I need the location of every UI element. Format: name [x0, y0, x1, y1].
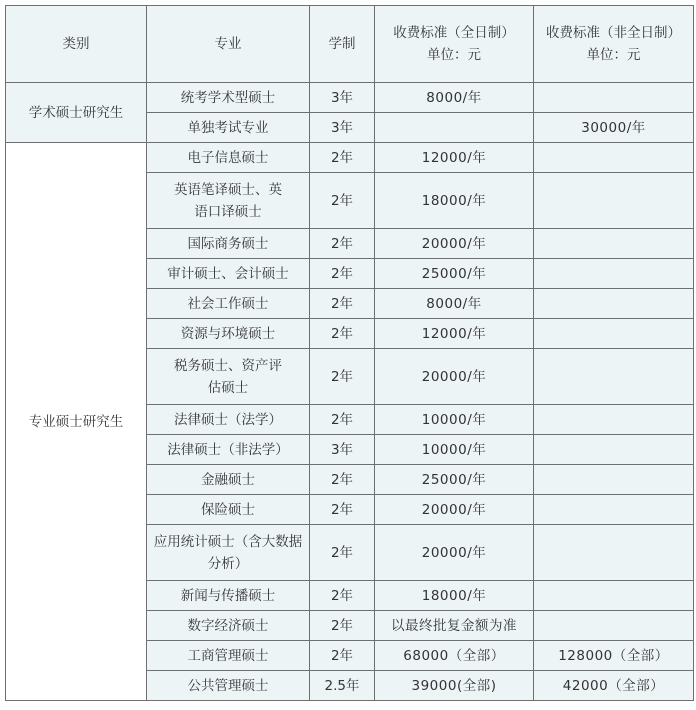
parttime-fee-cell	[534, 349, 694, 405]
parttime-fee-cell	[534, 495, 694, 525]
fulltime-fee-cell: 68000（全部）	[375, 641, 534, 671]
header-parttime-unit: 单位：元	[586, 47, 641, 63]
header-major: 专业	[147, 6, 310, 83]
parttime-fee-cell	[534, 581, 694, 611]
major-cell: 电子信息硕士	[147, 143, 310, 173]
major-text: 英语笔译硕士、英语口译硕士	[174, 181, 282, 220]
parttime-fee-cell	[534, 229, 694, 259]
header-fulltime-label: 收费标准（全日制）	[393, 25, 515, 41]
major-cell: 保险硕士	[147, 495, 310, 525]
parttime-fee-cell	[534, 319, 694, 349]
duration-cell: 2年	[310, 525, 375, 581]
major-cell: 国际商务硕士	[147, 229, 310, 259]
fulltime-fee-cell: 12000/年	[375, 143, 534, 173]
major-cell: 金融硕士	[147, 465, 310, 495]
table-row	[6, 83, 694, 113]
parttime-fee-cell	[534, 143, 694, 173]
header-parttime	[534, 6, 694, 83]
table-row	[6, 143, 694, 173]
category-academic: 学术硕士研究生	[6, 83, 147, 143]
parttime-fee-cell: 42000（全部）	[534, 671, 694, 701]
fulltime-fee-cell: 20000/年	[375, 229, 534, 259]
duration-cell: 2年	[310, 495, 375, 525]
fulltime-fee-cell: 10000/年	[375, 405, 534, 435]
major-cell: 社会工作硕士	[147, 289, 310, 319]
parttime-fee-cell	[534, 405, 694, 435]
major-cell: 法律硕士（非法学）	[147, 435, 310, 465]
header-category: 类别	[6, 6, 147, 83]
major-cell	[147, 349, 310, 405]
duration-cell: 3年	[310, 113, 375, 143]
fulltime-fee-cell: 20000/年	[375, 349, 534, 405]
major-cell: 统考学术型硕士	[147, 83, 310, 113]
fee-table	[5, 5, 694, 701]
fulltime-fee-cell: 25000/年	[375, 259, 534, 289]
category-professional: 专业硕士研究生	[6, 143, 147, 701]
fulltime-fee-cell: 20000/年	[375, 525, 534, 581]
major-cell: 工商管理硕士	[147, 641, 310, 671]
fulltime-fee-cell: 18000/年	[375, 173, 534, 229]
duration-cell: 2年	[310, 319, 375, 349]
fulltime-fee-cell: 20000/年	[375, 495, 534, 525]
fulltime-fee-cell: 39000(全部)	[375, 671, 534, 701]
duration-cell: 2年	[310, 641, 375, 671]
duration-cell: 2年	[310, 259, 375, 289]
major-cell	[147, 173, 310, 229]
parttime-fee-cell	[534, 289, 694, 319]
header-parttime-label: 收费标准（非全日制）	[546, 25, 681, 41]
major-cell: 审计硕士、会计硕士	[147, 259, 310, 289]
fulltime-fee-cell: 25000/年	[375, 465, 534, 495]
fulltime-fee-cell	[375, 113, 534, 143]
duration-cell: 2年	[310, 349, 375, 405]
duration-cell: 2年	[310, 581, 375, 611]
major-cell: 单独考试专业	[147, 113, 310, 143]
duration-cell: 3年	[310, 435, 375, 465]
duration-cell: 2年	[310, 465, 375, 495]
fulltime-fee-cell: 10000/年	[375, 435, 534, 465]
parttime-fee-cell	[534, 83, 694, 113]
duration-cell: 2年	[310, 289, 375, 319]
parttime-fee-cell	[534, 611, 694, 641]
parttime-fee-cell	[534, 525, 694, 581]
duration-cell: 2年	[310, 173, 375, 229]
header-row	[6, 6, 694, 83]
major-cell: 公共管理硕士	[147, 671, 310, 701]
major-cell: 资源与环境硕士	[147, 319, 310, 349]
duration-cell: 2年	[310, 405, 375, 435]
header-duration: 学制	[310, 6, 375, 83]
fulltime-fee-cell: 8000/年	[375, 289, 534, 319]
parttime-fee-cell	[534, 465, 694, 495]
duration-cell: 2.5年	[310, 671, 375, 701]
fulltime-fee-cell: 12000/年	[375, 319, 534, 349]
parttime-fee-cell: 30000/年	[534, 113, 694, 143]
duration-cell: 2年	[310, 229, 375, 259]
parttime-fee-cell	[534, 173, 694, 229]
header-fulltime	[375, 6, 534, 83]
fulltime-fee-cell: 以最终批复金额为准	[375, 611, 534, 641]
parttime-fee-cell: 128000（全部）	[534, 641, 694, 671]
duration-cell: 3年	[310, 83, 375, 113]
parttime-fee-cell	[534, 435, 694, 465]
header-fulltime-unit: 单位：元	[427, 47, 481, 63]
major-cell: 新闻与传播硕士	[147, 581, 310, 611]
parttime-fee-cell	[534, 259, 694, 289]
duration-cell: 2年	[310, 611, 375, 641]
major-cell	[147, 525, 310, 581]
major-text: 应用统计硕士（含大数据分析）	[153, 533, 303, 572]
major-cell: 法律硕士（法学）	[147, 405, 310, 435]
major-cell: 数字经济硕士	[147, 611, 310, 641]
duration-cell: 2年	[310, 143, 375, 173]
fulltime-fee-cell: 18000/年	[375, 581, 534, 611]
major-text: 税务硕士、资产评估硕士	[174, 357, 282, 396]
fulltime-fee-cell: 8000/年	[375, 83, 534, 113]
